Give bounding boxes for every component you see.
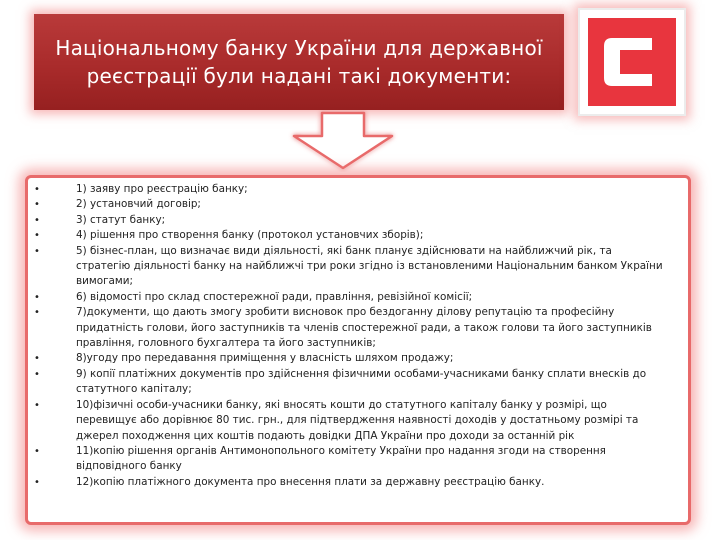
list-item-text: 2) установчий договір; (76, 198, 201, 211)
list-item (28, 367, 668, 398)
list-item-text: 8)угоду про передавання приміщення у власність шляхом продажу; (76, 352, 454, 365)
list-item (28, 228, 668, 243)
list-item (28, 290, 668, 305)
logo-c-icon (588, 18, 676, 106)
list-item (28, 398, 668, 444)
bullet: • (34, 368, 40, 380)
list-item (28, 197, 668, 212)
bullet: • (34, 230, 40, 242)
list-item (28, 475, 668, 490)
documents-list (28, 182, 668, 490)
bullet: • (34, 291, 40, 303)
bullet: • (34, 199, 40, 211)
title-line-2: реєстрації були надані такі документи: (86, 64, 512, 88)
bullet: • (34, 214, 40, 226)
list-item (28, 244, 668, 290)
list-item-text: 9) копії платіжних документів про здійснення фізичними особами-учасниками банку сплати внесків до статутного капіталу; (76, 367, 647, 396)
list-item-text: 1) заяву про реєстрацію банку; (76, 183, 248, 195)
list-item-text: 4) рішення про створення банку (протокол установчих зборів); (76, 229, 424, 242)
documents-panel (25, 175, 691, 525)
list-item-text: 12)копію платіжного документа про внесення плати за державну реєстрацію банку. (76, 475, 545, 488)
list-item-text: 6) відомості про склад спостережної ради, правління, ревізійної комісії; (76, 290, 473, 303)
list-item-text: 7)документи, що дають змогу зробити висновок про бездоганну ділову репутацію та професійну придатність голови, його заступників та членів спостережної ради, а також голови та його заступників правління, головного бухгалтера та його заступників; (76, 306, 652, 350)
bullet: • (34, 184, 40, 195)
list-item (28, 444, 668, 475)
down-arrow-icon (288, 110, 398, 172)
page-title (55, 34, 542, 90)
logo-mark (588, 18, 676, 106)
list-item-text: 3) статут банку; (76, 213, 166, 226)
bullet: • (34, 445, 40, 457)
list-item (28, 351, 668, 366)
bullet: • (34, 353, 40, 365)
bullet: • (34, 399, 40, 411)
list-item-text: 10)фізичні особи-учасники банку, які вносять кошти до статутного капіталу банку у розмірі, що перевищує або дорівнює 80 тис. грн., для підтвердження наявності доходів у достатньому розмірі та джерел походження цих коштів подають довідки ДПА України про доходи за останній рік (76, 398, 639, 442)
title-banner (34, 14, 564, 110)
list-item (28, 305, 668, 351)
bullet: • (34, 476, 40, 488)
list-item-text: 5) бізнес-план, що визначає види діяльності, які банк планує здійснювати на найближчий рік, та стратегію діяльності банку на найближчі три роки згідно із встановленими Національним банком України вимогами; (76, 244, 663, 288)
logo (578, 8, 686, 116)
list-item (28, 182, 668, 197)
list-item-text: 11)копію рішення органів Антимонопольного комітету України про надання згоди на створення відповідного банку (76, 444, 606, 473)
list-item (28, 213, 668, 228)
bullet: • (34, 245, 40, 257)
bullet: • (34, 307, 40, 319)
title-line-1: Національному банку України для державної (55, 36, 543, 60)
